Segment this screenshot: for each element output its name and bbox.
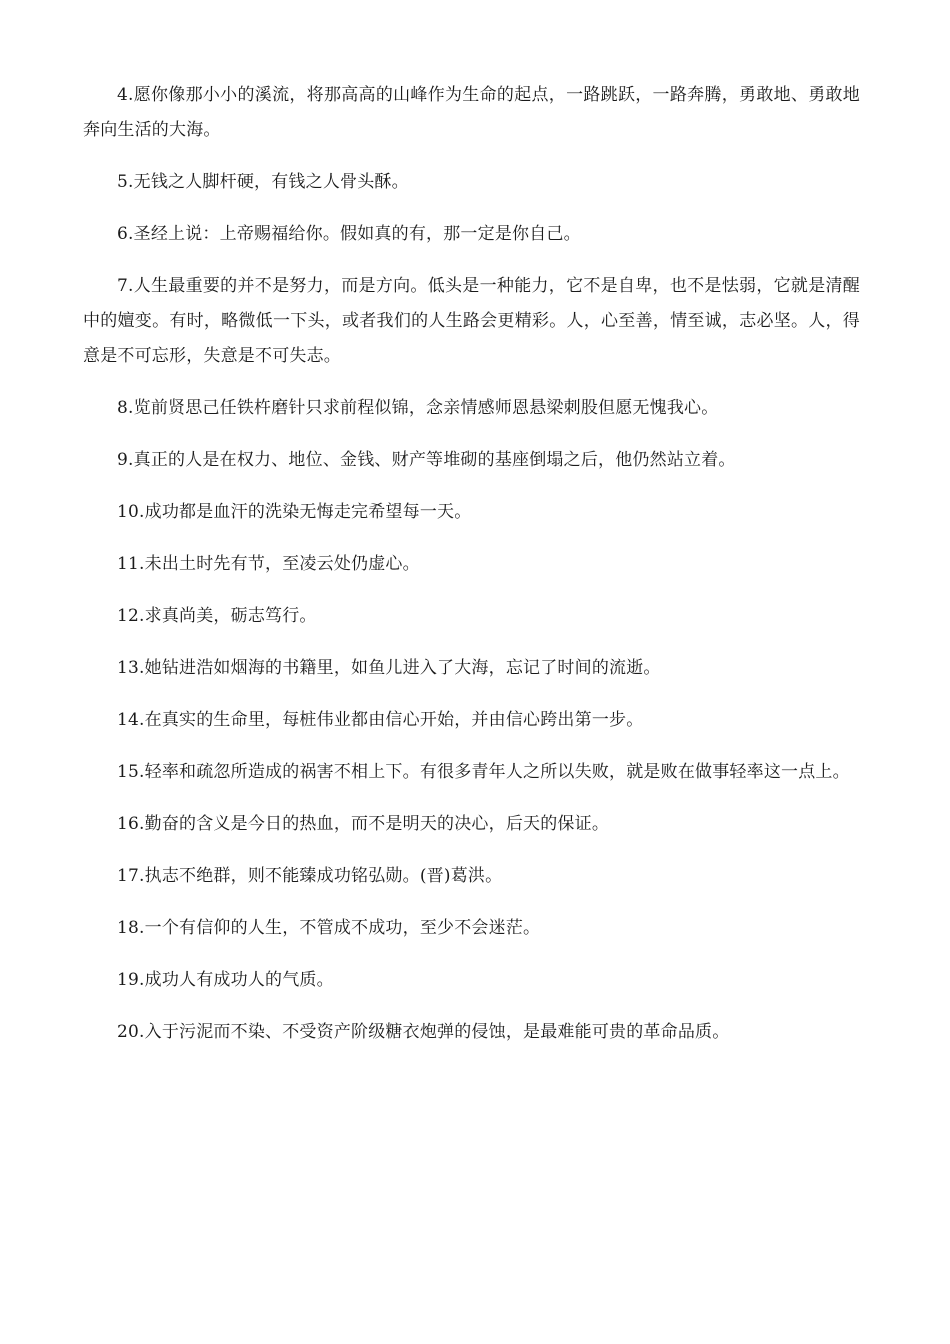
quote-19: 19.成功人有成功人的气质。 xyxy=(117,970,334,990)
quote-13: 13.她钻进浩如烟海的书籍里，如鱼儿进入了大海，忘记了时间的流逝。 xyxy=(117,658,661,678)
quote-10: 10.成功都是血汗的洗染无悔走完希望每一天。 xyxy=(117,502,472,522)
quote-14: 14.在真实的生命里，每桩伟业都由信心开始，并由信心跨出第一步。 xyxy=(117,710,644,730)
quote-6: 6.圣经上说：上帝赐福给你。假如真的有，那一定是你自己。 xyxy=(117,224,581,244)
quote-4: 4.愿你像那小小的溪流，将那高高的山峰作为生命的起点，一路跳跃，一路奔腾，勇敢地、勇敢地奔向生活的大海。 xyxy=(83,85,860,140)
quote-12: 12.求真尚美，砺志笃行。 xyxy=(117,606,317,626)
quote-7: 7.人生最重要的并不是努力，而是方向。低头是一种能力，它不是自卑，也不是怯弱，它就是清醒中的嬗变。有时，略微低一下头，或者我们的人生路会更精彩。人，心至善，情至诚，志必坚。人，得意是不可忘形，失意是不可失志。 xyxy=(83,276,860,366)
quote-15: 15.轻率和疏忽所造成的祸害不相上下。有很多青年人之所以失败，就是败在做事轻率这一点上。 xyxy=(117,762,850,782)
quote-11: 11.未出土时先有节，至凌云处仍虚心。 xyxy=(117,554,420,574)
quote-list xyxy=(83,78,860,1067)
quote-17: 17.执志不绝群，则不能臻成功铭弘勋。(晋)葛洪。 xyxy=(117,866,503,886)
quote-16: 16.勤奋的含义是今日的热血，而不是明天的决心，后天的保证。 xyxy=(117,814,610,834)
quote-18: 18.一个有信仰的人生，不管成不成功，至少不会迷茫。 xyxy=(117,918,541,938)
quote-9: 9.真正的人是在权力、地位、金钱、财产等堆砌的基座倒塌之后，他仍然站立着。 xyxy=(117,450,736,470)
quote-8: 8.览前贤思己任铁杵磨针只求前程似锦，念亲情感师恩悬梁刺股但愿无愧我心。 xyxy=(117,398,719,418)
quote-20: 20.入于污泥而不染、不受资产阶级糖衣炮弹的侵蚀，是最难能可贵的革命品质。 xyxy=(117,1022,730,1042)
quote-5: 5.无钱之人脚杆硬，有钱之人骨头酥。 xyxy=(117,172,409,192)
